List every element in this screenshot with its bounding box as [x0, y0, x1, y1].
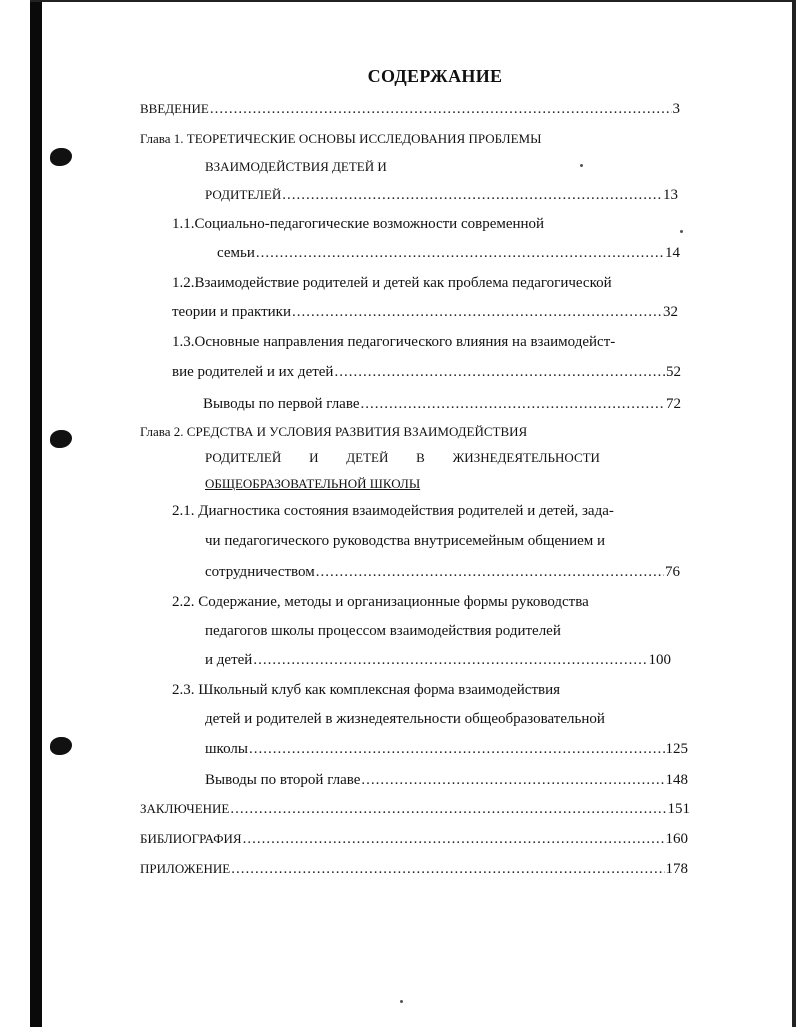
toc-page-number: 14 [665, 245, 680, 261]
toc-label: чи педагогического руководства внутрисемейным общением и [205, 533, 606, 549]
page-title: СОДЕРЖАНИЕ [367, 66, 503, 86]
toc-leader [361, 393, 666, 415]
toc-label: 2.2. Содержание, методы и организационные формы руководства [172, 594, 589, 610]
toc-page-number: 100 [648, 652, 671, 668]
toc-entry-bibliography [140, 828, 688, 850]
toc-section-2-1-line1 [172, 500, 692, 522]
toc-page-number: 151 [667, 801, 690, 817]
toc-leader [256, 242, 664, 264]
toc-leader [361, 769, 664, 791]
toc-page-number: 76 [665, 564, 680, 580]
toc-label: детей и родителей в жизнедеятельности общеобразовательной [205, 711, 605, 727]
toc-section-2-2-line1 [172, 591, 692, 613]
toc-label: ЗАКЛЮЧЕНИЕ [140, 801, 230, 816]
toc-word: И [309, 450, 319, 465]
toc-word: РОДИТЕЛЕЙ [205, 450, 282, 465]
toc-label: ВВЕДЕНИЕ [140, 101, 209, 116]
toc-section-1-3-line1 [172, 331, 692, 353]
toc-leader [253, 649, 647, 671]
toc-entry-conclusions-1 [203, 393, 681, 415]
toc-section-1-1-line1 [172, 213, 672, 235]
toc-chapter-2-line3 [205, 473, 505, 495]
toc-label: БИБЛИОГРАФИЯ [140, 831, 242, 846]
toc-leader [230, 798, 666, 820]
toc-label: 2.3. Школьный клуб как комплексная форма взаимодействия [172, 682, 561, 698]
toc-section-2-2-line3 [205, 649, 671, 671]
toc-label: и детей [205, 652, 253, 668]
toc-word: В [416, 450, 425, 465]
toc-label: 1.1.Социально-педагогические возможности современной [172, 216, 545, 232]
toc-label: семьи [217, 245, 255, 261]
scan-border-left [30, 0, 42, 1027]
toc-leader [292, 301, 662, 323]
toc-label: педагогов школы процессом взаимодействия родителей [205, 623, 561, 639]
toc-leader [231, 858, 664, 880]
punch-hole-mark [50, 430, 72, 448]
toc-section-2-3-line3 [205, 738, 688, 760]
toc-page-number: 125 [665, 741, 688, 757]
toc-page-number: 72 [666, 396, 681, 412]
toc-leader [249, 738, 665, 760]
toc-page-number: 52 [666, 364, 681, 380]
toc-section-2-1-line3 [205, 561, 680, 583]
toc-section-1-2-line2 [172, 301, 678, 323]
toc-section-1-1-line2 [217, 242, 680, 264]
scan-border-right [792, 0, 796, 1027]
toc-chapter-1-line3 [205, 184, 678, 206]
toc-label: 2.1. Диагностика состояния взаимодействия родителей и детей, зада- [172, 503, 614, 519]
toc-label: теории и практики [172, 304, 291, 320]
toc-label: школы [205, 741, 248, 757]
scan-border-top [30, 0, 796, 2]
toc-section-2-1-line2 [205, 530, 685, 552]
scan-speck [680, 230, 683, 233]
toc-page-number: 13 [663, 187, 678, 203]
toc-word: ДЕТЕЙ [346, 450, 389, 465]
toc-label: ВЗАИМОДЕЙСТВИЯ ДЕТЕЙ И [205, 159, 387, 174]
toc-page-number: 160 [665, 831, 688, 847]
toc-page-number: 148 [665, 772, 688, 788]
toc-section-1-3-line2 [172, 361, 681, 383]
punch-hole-mark [50, 148, 72, 166]
toc-leader [334, 361, 665, 383]
toc-label: ПРИЛОЖЕНИЕ [140, 861, 231, 876]
toc-chapter-1-line1 [140, 128, 680, 150]
toc-page-number: 3 [672, 101, 680, 117]
toc-leader [243, 828, 665, 850]
toc-label: вие родителей и их детей [172, 364, 334, 380]
toc-section-2-3-line2 [205, 708, 685, 730]
toc-entry-appendix [140, 858, 688, 880]
toc-word: ЖИЗНЕДЕЯТЕЛЬНОСТИ [452, 450, 600, 465]
toc-leader [282, 184, 662, 206]
toc-label: Выводы по второй главе [205, 772, 361, 788]
toc-label: Выводы по первой главе [203, 396, 360, 412]
toc-page-number: 178 [665, 861, 688, 877]
toc-chapter-2-line1 [140, 421, 640, 443]
toc-leader [210, 98, 672, 120]
toc-entry-conclusion [140, 798, 690, 820]
punch-hole-mark [50, 737, 72, 755]
toc-label: РОДИТЕЛЕЙ [205, 187, 282, 202]
toc-label: 1.3.Основные направления педагогического влияния на взаимодейст- [172, 334, 616, 350]
toc-chapter-1-line2 [205, 156, 605, 178]
toc-leader [316, 561, 664, 583]
toc-section-2-2-line2 [205, 620, 685, 642]
toc-label: Глава 2. СРЕДСТВА И УСЛОВИЯ РАЗВИТИЯ ВЗАИМОДЕЙСТВИЯ [140, 424, 528, 439]
toc-label: ОБЩЕОБРАЗОВАТЕЛЬНОЙ ШКОЛЫ [205, 476, 421, 491]
toc-label: сотрудничеством [205, 564, 315, 580]
scan-speck [400, 1000, 403, 1003]
toc-section-2-3-line1 [172, 679, 692, 701]
toc-chapter-2-line2 [205, 447, 600, 469]
toc-entry-intro [140, 98, 680, 120]
toc-page-number: 32 [663, 304, 678, 320]
toc-label: Глава 1. ТЕОРЕТИЧЕСКИЕ ОСНОВЫ ИССЛЕДОВАНИЯ ПРОБЛЕМЫ [140, 131, 542, 146]
toc-section-1-2-line1 [172, 272, 692, 294]
toc-entry-conclusions-2 [205, 769, 688, 791]
toc-label: 1.2.Взаимодействие родителей и детей как проблема педагогической [172, 275, 612, 291]
